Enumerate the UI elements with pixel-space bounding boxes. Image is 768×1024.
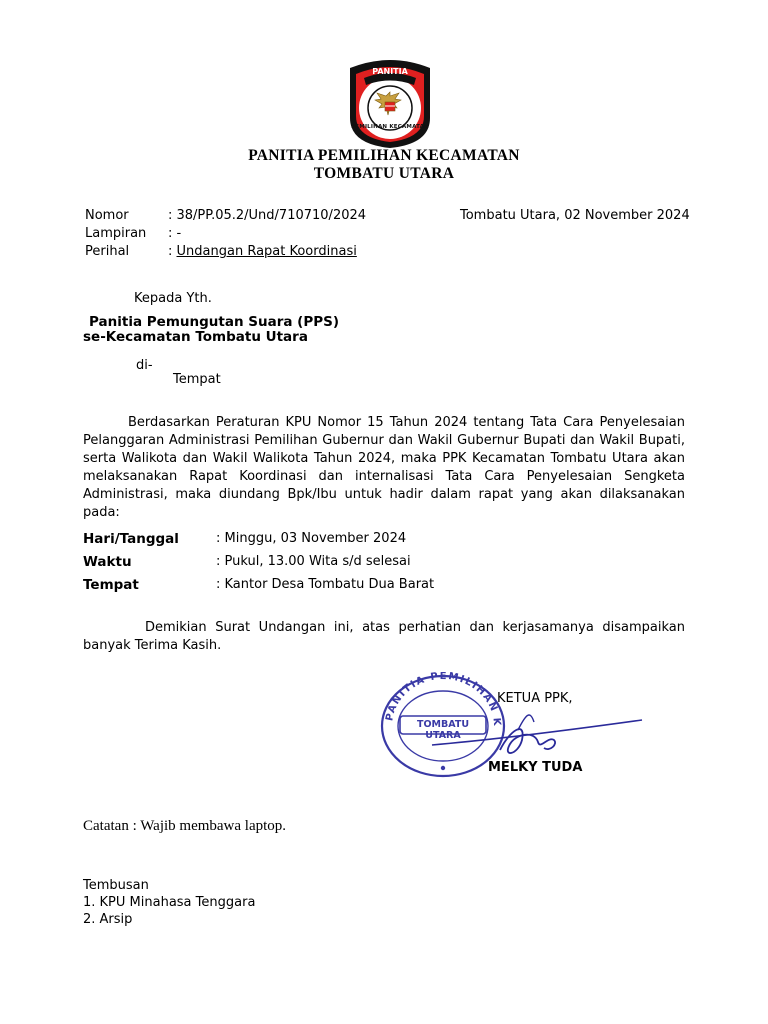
- lampiran-value: : -: [168, 226, 182, 241]
- waktu-label: Waktu: [83, 554, 132, 570]
- letterhead-title: PANITIA PEMILIHAN KECAMATAN: [248, 147, 520, 164]
- perihal-value: Undangan Rapat Koordinasi: [176, 244, 357, 259]
- tempat-label: Tempat: [173, 372, 221, 387]
- di-label: di-: [136, 358, 153, 373]
- perihal-colon: :: [168, 244, 177, 259]
- hari-value: : Minggu, 03 November 2024: [216, 531, 407, 546]
- nomor-value: : 38/PP.05.2/Und/710710/2024: [168, 208, 367, 223]
- signatory-name: MELKY TUDA: [488, 760, 583, 775]
- tempat-detail-label: Tempat: [83, 577, 139, 593]
- signatory-title: KETUA PPK,: [497, 691, 573, 706]
- tembusan-item: 2. Arsip: [83, 912, 133, 927]
- logo-ring-text: PEMILIHAN KECAMATAN: [351, 124, 429, 130]
- body-paragraph: [83, 414, 685, 522]
- waktu-value: : Pukul, 13.00 Wita s/d selesai: [216, 554, 411, 569]
- body-paragraph-text: Berdasarkan Peraturan KPU Nomor 15 Tahun 2024 tentang Tata Cara Penyelesaian Pelanggaran Administrasi Pemilihan Gubernur dan Wakil Gubernur Bupati dan Wakil Bupati, serta Walikota dan Wakil Walikota Tahun 2024, maka PPK Kecamatan Tombatu Utara akan melaksanakan Rapat Koordinasi dan internalisasi Tata Cara Penyelesaian Sengketa Administrasi, maka diundang Bpk/Ibu untuk hadir dalam rapat yang akan dilaksanakan pada:: [83, 415, 685, 520]
- tembusan-title: Tembusan: [83, 878, 149, 893]
- tembusan-item: 1. KPU Minahasa Tenggara: [83, 895, 256, 910]
- closing-paragraph-text: Demikian Surat Undangan ini, atas perhatian dan kerjasamanya disampaikan banyak Terima Kasih.: [83, 620, 685, 653]
- perihal-label: Perihal: [85, 244, 130, 259]
- stamp-center-text: TOMBATU UTARA: [416, 719, 470, 741]
- svg-text:PANITIA PEMILIHAN KECAMATAN: PANITIA PEMILIHAN K: [384, 672, 503, 728]
- recipient-line1: Panitia Pemungutan Suara (PPS): [89, 314, 340, 330]
- ppk-logo: [344, 58, 436, 150]
- note-text: Catatan : Wajib membawa laptop.: [83, 818, 287, 834]
- logo-top-text: PANITIA: [372, 67, 408, 76]
- nomor-label: Nomor: [85, 208, 129, 223]
- letterhead-subtitle: TOMBATU UTARA: [313, 165, 455, 182]
- letter-date: Tombatu Utara, 02 November 2024: [460, 208, 690, 223]
- lampiran-label: Lampiran: [85, 226, 147, 241]
- recipient-line2: se-Kecamatan Tombatu Utara: [83, 329, 308, 345]
- closing-paragraph: [83, 619, 685, 655]
- hari-label: Hari/Tanggal: [83, 531, 179, 547]
- perihal-value-row: [168, 243, 357, 261]
- kepada-label: Kepada Yth.: [134, 291, 212, 306]
- tempat-detail-value: : Kantor Desa Tombatu Dua Barat: [216, 577, 435, 592]
